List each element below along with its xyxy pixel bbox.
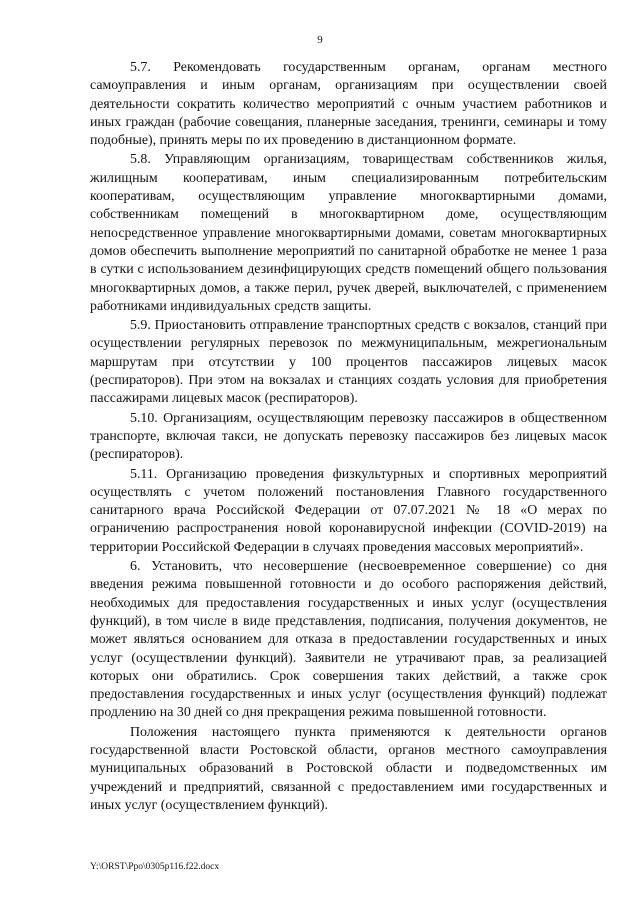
document-body (90, 59, 607, 815)
page-number: 9 (317, 34, 323, 46)
paragraph-6-provisions: Положения настоящего пункта применяются к деятельности органов государственной власти Ростовской области, органов местного самоуправления муниципальных образований в Ростовской области и подведомственных им учреждений и предприятий, связанной с предоставлением ими государственных и иных услуг (осуществлением функций). (90, 724, 607, 813)
paragraph-6: 6. Установить, что несовершение (несвоевременное совершение) со дня введения режима повышенной готовности и до особого распоряжения действий, необходимых для предоставления государственных и иных услуг (осуществления функций), в том числе в виде представления, подписания, получения документов, не может являться основанием для отказа в предоставлении государственных и иных услуг (осуществлении функций). Заявители не утрачивают прав, за реализацией которых они обратились. Срок совершения таких действий, а также срок предоставления государственных и иных услуг (осуществления функций) подлежат продлению на 30 дней со дня прекращения режима повышенной готовности. (90, 559, 607, 721)
paragraph-5-8: 5.8. Управляющим организациям, товариществам собственников жилья, жилищным кооперативам, иным специализированным потребительским кооперативам, осуществляющим управление многоквартирными домами, собственникам помещений в многоквартирном доме, осуществляющим непосредственное управление многоквартирными домами, советам многоквартирных домов обеспечить выполнение мероприятий по санитарной обработке не менее 1 раза в сутки с использованием дезинфицирующих средств помещений общего пользования многоквартирных домов, а также перил, ручек дверей, выключателей, с применением работниками индивидуальных средств защиты. (90, 152, 607, 314)
paragraph-5-10: 5.10. Организациям, осуществляющим перевозку пассажиров в общественном транспорте, включая такси, не допускать перевозку пассажиров без лицевых масок (респираторов). (90, 410, 607, 463)
paragraph-5-11: 5.11. Организацию проведения физкультурных и спортивных мероприятий осуществлять с учетом положений постановления Главного государственного санитарного врача Российской Федерации от 07.07.2021 № 18 «О мерах по ограничению распространения новой коронавирусной инфекции (COVID-2019) на территории Российской Федерации в случаях проведения массовых мероприятий». (90, 466, 607, 555)
paragraph-5-7: 5.7. Рекомендовать государственным органам, органам местного самоуправления и иным органам, организациям при осуществлении своей деятельности сократить количество мероприятий с очным участием работников и иных граждан (рабочие совещания, планерные заседания, тренинги, семинары и тому подобные), принять меры по их проведению в дистанционном формате. (90, 60, 607, 149)
paragraph-5-9: 5.9. Приостановить отправление транспортных средств с вокзалов, станций при осуществлении регулярных перевозок по межмуниципальным, межрегиональным маршрутам при отсутствии у 100 процентов пассажиров лицевых масок (респираторов). При этом на вокзалах и станциях создать условия для приобретения пассажирами лицевых масок (респираторов). (90, 318, 607, 407)
file-path-footer: Y:\ORST\Ppo\0305p116.f22.docx (90, 862, 220, 872)
